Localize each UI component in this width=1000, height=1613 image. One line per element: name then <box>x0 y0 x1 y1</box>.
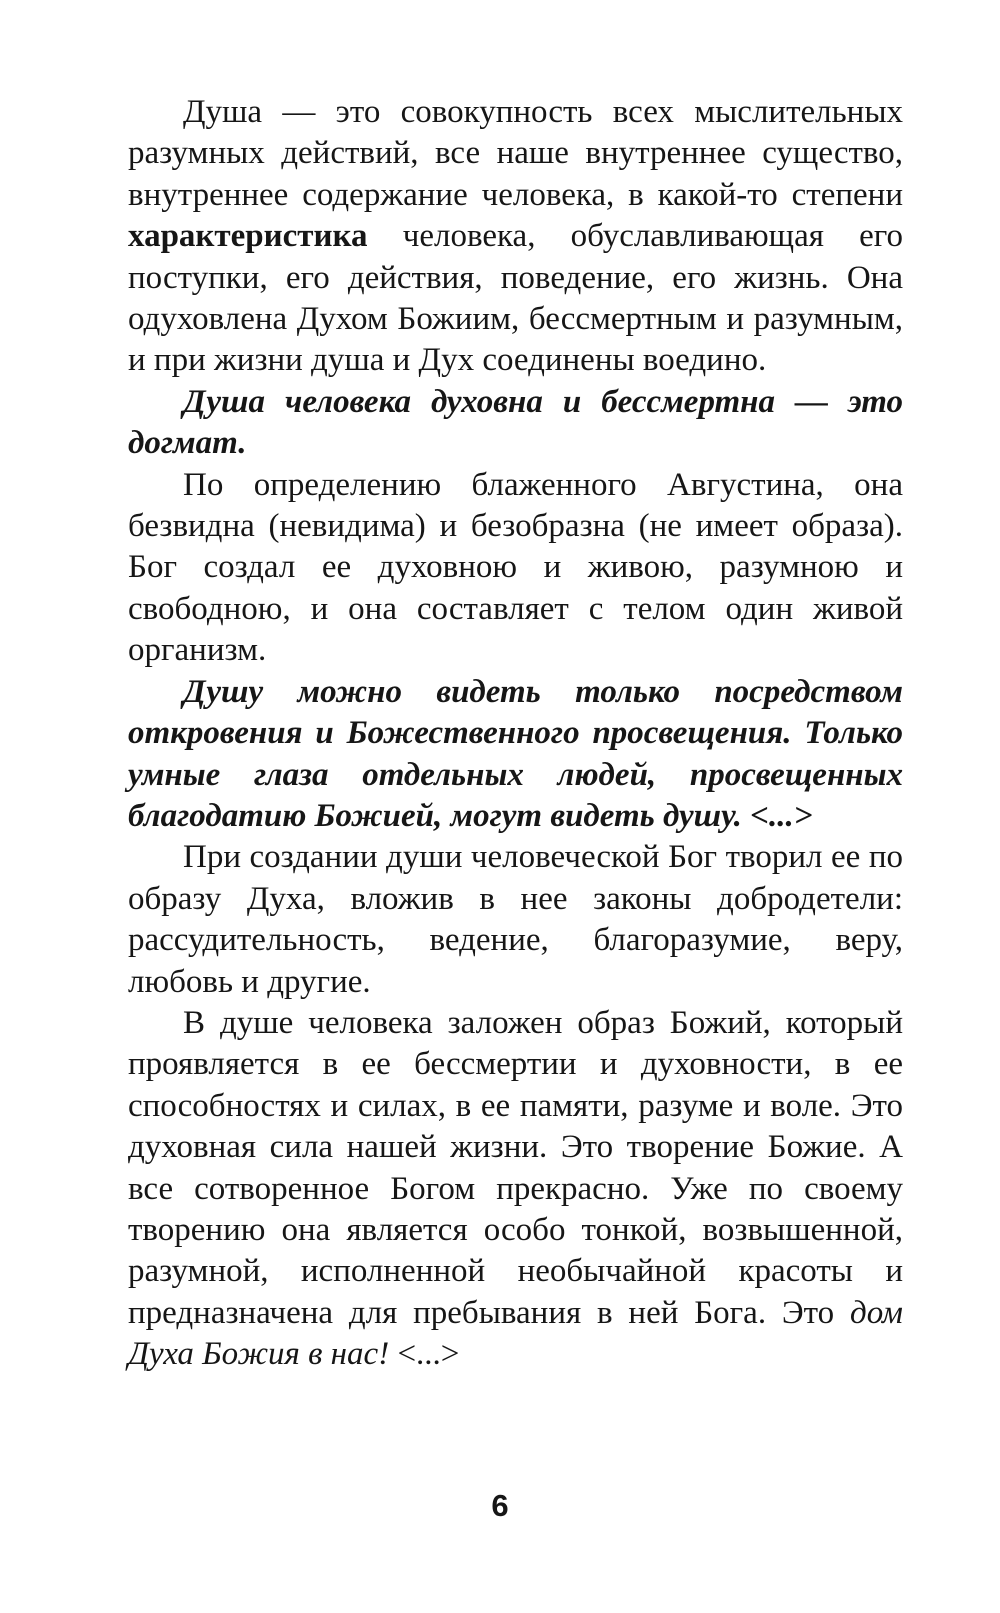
paragraph-image-of-god <box>128 1003 903 1376</box>
page-number: 6 <box>491 1488 509 1523</box>
body-text <box>128 92 903 1376</box>
paragraph-text: Душа — это совокупность всех мыслительных разумных действий, все наше внутреннее существо, внутреннее содержание человека, в какой-то степени <box>128 94 903 213</box>
paragraph-text: В душе человека заложен образ Божий, который проявляется в ее бессмертии и духовности, в ее способностях и силах, в ее памяти, разуме и воле. Это духовная сила нашей жизни. Это творение Божие. А все сотворенное Богом прекрасно. Уже по своему творению она является особо тонкой, возвышенной, разумной, исполненной необычайной красоты и предназначена для пребывания в ней Бога. Это <box>128 1004 903 1331</box>
paragraph-text: человека, обуславливающая его поступки, его действия, поведение, его жизнь. Она одуховлена Духом Божиим, бессмертным и разумным, и при жизни душа и Дух соединены воедино. <box>128 218 903 379</box>
paragraph-augustine: По определению блаженного Августина, она безвидна (невидима) и безобразна (не имеет образа). Бог создал ее духовною и живою, разумною и свободною, и она составляет с телом один живой организм. <box>128 466 903 669</box>
paragraph-dogma: Душа человека духовна и бессмертна — это догмат. <box>128 383 903 462</box>
paragraph-revelation: Душу можно видеть только посредством откровения и Божественного просвещения. Только умные глаза отдельных людей, просвещенных благодатию Божией, могут видеть душу. <...> <box>128 673 903 834</box>
italic-phrase-house-of-spirit: дом Духа Божия в нас! <box>128 1294 903 1373</box>
bold-term-characteristic: характеристика <box>128 218 368 255</box>
paragraph-creation: При создании души человеческой Бог творил ее по образу Духа, вложив в нее законы добродетели: рассудительность, ведение, благоразумие, веру, любовь и другие. <box>128 839 903 1000</box>
paragraph-text: <...> <box>389 1336 460 1373</box>
paragraph-soul-definition <box>128 92 903 382</box>
